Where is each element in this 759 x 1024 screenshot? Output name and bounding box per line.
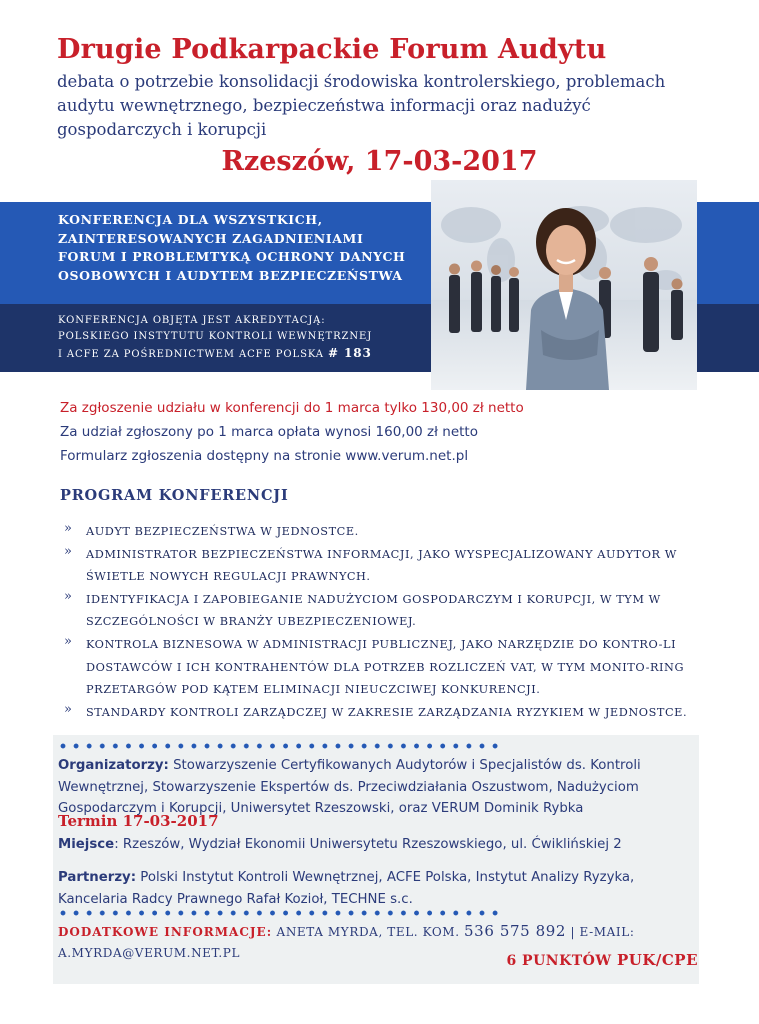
partners-text: Polski Instytut Kontroli Wewnętrznej, ACFE Polska, Instytut Analizy Ryzyka, Kancelaria Radcy Prawnego Rafał Kozioł, TECHNE s.c. bbox=[58, 870, 635, 907]
bullet-icon: » bbox=[64, 543, 72, 559]
contact-email: | E-MAIL: A.MYRDA@VERUM.NET.PL bbox=[58, 925, 635, 960]
accreditation-note bbox=[58, 313, 418, 363]
bullet-icon: » bbox=[64, 701, 72, 717]
city-date: Rzeszów, 17-03-2017 bbox=[221, 146, 538, 177]
venue-text: : Rzeszów, Wydział Ekonomii Uniwersytetu Rzeszowskiego, ul. Ćwiklińskiej 2 bbox=[114, 837, 622, 852]
contact-name: ANETA MYRDA, TEL. KOM. bbox=[272, 925, 465, 939]
points-prefix: 6 PUNKTÓW bbox=[506, 953, 617, 969]
bullet-icon: » bbox=[64, 588, 72, 604]
partners bbox=[58, 867, 698, 910]
program-item bbox=[60, 634, 710, 702]
event-date: Termin 17-03-2017 bbox=[58, 812, 219, 830]
registration-form-note: Formularz zgłoszenia dostępny na stronie www.verum.net.pl bbox=[60, 448, 469, 464]
page-subtitle: debata o potrzebie konsolidacji środowiska kontrolerskiego, problemach audytu wewnętrznego, bezpieczeństwa informacji oraz nadużyć gospodarczych i korupcji bbox=[57, 72, 666, 139]
contact-phone: 536 575 892 bbox=[464, 922, 567, 940]
accreditation-line: POLSKIEGO INSTYTUTU KONTROLI WEWNĘTRZNEJ bbox=[58, 331, 373, 342]
page-title: Drugie Podkarpackie Forum Audytu bbox=[57, 34, 607, 65]
program-list bbox=[60, 521, 710, 724]
program-item-text: IDENTYFIKACJA I ZAPOBIEGANIE NADUŻYCIOM GOSPODARCZYM I KORUPCJI, W TYM W SZCZEGÓLNOŚCI W BRANŻY UBEZPIECZENIOWEJ. bbox=[86, 592, 661, 629]
organizers-label: Organizatorzy: bbox=[58, 758, 169, 773]
banner-line: KONFERENCJA DLA WSZYSTKICH, bbox=[58, 212, 323, 227]
banner-line: FORUM I PROBLEMTYKĄ OCHRONY DANYCH bbox=[58, 249, 406, 264]
venue bbox=[58, 834, 698, 856]
banner-headline bbox=[58, 211, 418, 285]
bullet-icon: » bbox=[64, 633, 72, 649]
partners-label: Partnerzy: bbox=[58, 870, 137, 885]
contact-label: DODATKOWE INFORMACJE: bbox=[58, 925, 273, 939]
business-team-illustration bbox=[431, 180, 697, 390]
program-item-text: AUDYT BEZPIECZEŃSTWA W JEDNOSTCE. bbox=[86, 525, 359, 538]
organizers-text: Stowarzyszenie Certyfikowanych Audytorów i Specjalistów ds. Kontroli Wewnętrznej, Stowarzyszenie Ekspertów ds. Przeciwdziałania Oszustwom, Nadużyciom Gospodarczym i Korupcji, Uniwersytet Rzeszowski, oraz VERUM Dominik Rybka bbox=[58, 758, 641, 816]
program-item bbox=[60, 702, 710, 725]
accreditation-line bbox=[58, 345, 418, 363]
points-suffix: PUK/CPE bbox=[616, 951, 698, 969]
dotted-divider bbox=[60, 910, 500, 916]
organizers bbox=[58, 755, 698, 820]
program-item bbox=[60, 521, 710, 544]
banner-line: ZAINTERESOWANYCH ZAGADNIENIAMI bbox=[58, 230, 364, 246]
fee-early: Za zgłoszenie udziału w konferencji do 1 marca tylko 130,00 zł netto bbox=[60, 400, 524, 416]
business-team-photo bbox=[431, 180, 697, 390]
banner-line: OSOBOWYCH I AUDYTEM BEZPIECZEŃSTWA bbox=[58, 267, 403, 283]
fee-late: Za udział zgłoszony po 1 marca opłata wynosi 160,00 zł netto bbox=[60, 424, 478, 440]
dotted-divider bbox=[60, 743, 500, 749]
accreditation-text: I ACFE ZA POŚREDNICTWEM ACFE POLSKA bbox=[58, 349, 324, 360]
cpe-points bbox=[506, 951, 698, 969]
venue-label: Miejsce bbox=[58, 837, 115, 852]
program-title: PROGRAM KONFERENCJI bbox=[60, 487, 289, 504]
program-item-text: ADMINISTRATOR BEZPIECZEŃSTWA INFORMACJI, JAKO WYSPECJALIZOWANY AUDYTOR W ŚWIETLE NOWYCH REGULACJI PRAWNYCH. bbox=[86, 547, 677, 584]
accreditation-line: KONFERENCJA OBJĘTA JEST AKREDYTACJĄ: bbox=[58, 315, 326, 326]
bullet-icon: » bbox=[64, 521, 72, 536]
accreditation-number: # 183 bbox=[328, 346, 372, 360]
program-item bbox=[60, 589, 710, 634]
program-item-text: KONTROLA BIZNESOWA W ADMINISTRACJI PUBLICZNEJ, JAKO NARZĘDZIE DO KONTRO-LI DOSTAWCÓW I ICH KONTRAHENTÓW DLA POTRZEB ROZLICZEŃ VAT, W TYM MONITO-RING PRZETARGÓW POD KĄTEM ELIMINACJI NIEUCZCIWEJ KONKURENCJI. bbox=[86, 637, 685, 697]
program-item-text: STANDARDY KONTROLI ZARZĄDCZEJ W ZAKRESIE ZARZĄDZANIA RYZYKIEM W JEDNOSTCE. bbox=[86, 705, 688, 719]
program-item bbox=[60, 544, 710, 589]
